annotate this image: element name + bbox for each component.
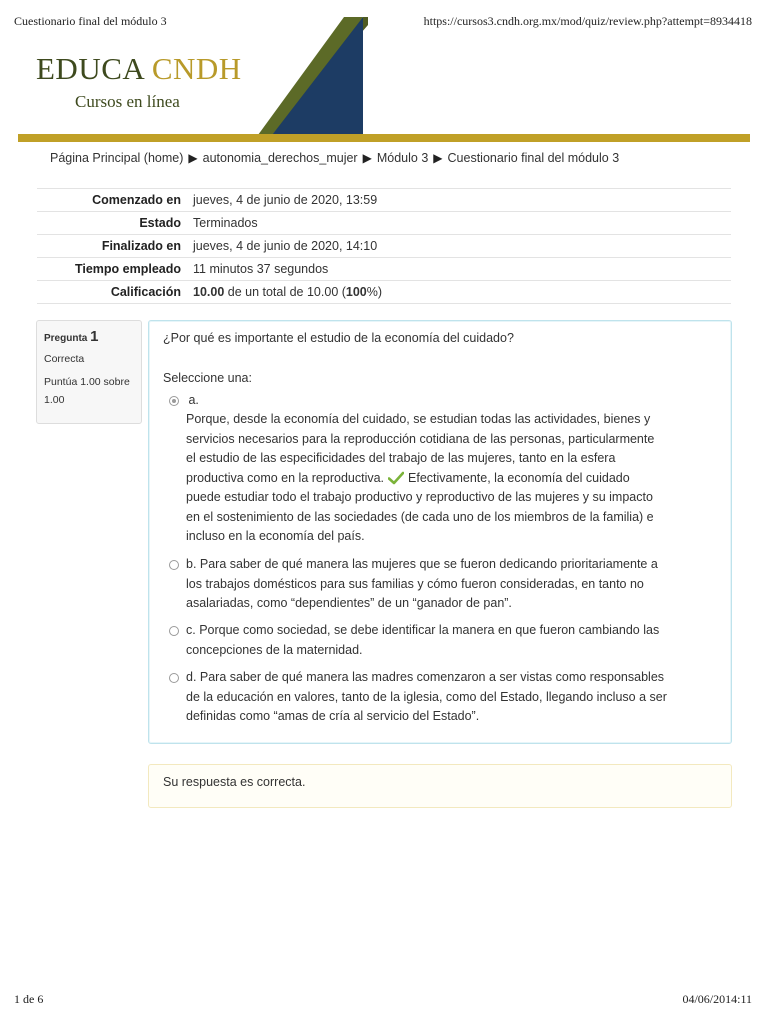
- logo-word-educa: EDUCA: [36, 51, 144, 86]
- option-text-line: los trabajos domésticos para sus familias y cómo fueron consideradas, en tanto no: [186, 576, 644, 591]
- question-number: [44, 328, 134, 345]
- site-logo[interactable]: [36, 51, 242, 87]
- feedback-text: Su respuesta es correcta.: [163, 775, 306, 789]
- option-text-line: [186, 469, 654, 489]
- option-text-line: puede estudiar todo el trabajo productivo y reproductivo de las mujeres y su impacto: [186, 490, 653, 504]
- breadcrumb-item-module[interactable]: Módulo 3: [376, 151, 429, 165]
- answer-option-c-text: [186, 621, 659, 660]
- answer-option-d-text: [186, 668, 667, 727]
- general-feedback: [148, 764, 732, 808]
- check-icon: [388, 471, 404, 485]
- summary-value: jueves, 4 de junio de 2020, 13:59: [193, 189, 731, 212]
- answer-option-a-text: [186, 410, 654, 547]
- question-info: [36, 320, 142, 424]
- radio-unselected-icon[interactable]: [169, 673, 179, 683]
- option-text-line: incluso en la economía del país.: [186, 529, 365, 543]
- breadcrumb: [50, 151, 619, 165]
- grade-percent-suffix: %): [366, 285, 383, 299]
- summary-row: [37, 235, 731, 258]
- attempt-summary-table: [37, 188, 731, 304]
- summary-value: 11 minutos 37 segundos: [193, 258, 731, 281]
- grade-score: 10.00: [193, 285, 225, 299]
- print-datetime: 04/06/2014:11: [682, 992, 752, 1006]
- question-grade: Puntúa 1.00 sobre 1.00: [44, 376, 130, 406]
- banner-divider: [18, 134, 750, 142]
- option-text-line: concepciones de la maternidad.: [186, 642, 363, 657]
- option-text-line: asalariadas, como “dependientes” de un “ganador de pan”.: [186, 596, 512, 610]
- banner-graphic: [258, 17, 368, 135]
- option-text-line: c. Porque como sociedad, se debe identificar la manera en que fueron cambiando las: [186, 623, 660, 637]
- option-text-part: productiva como en la reproductiva.: [186, 470, 385, 485]
- breadcrumb-item-quiz[interactable]: Cuestionario final del módulo 3: [447, 151, 620, 165]
- option-letter: a.: [188, 393, 199, 407]
- option-text-line: el estudio de las especificidades del trabajo de las mujeres, tanto en la esfera: [186, 451, 616, 465]
- answer-option-d[interactable]: [169, 668, 179, 688]
- summary-key: Comenzado en: [37, 189, 193, 212]
- question-text: ¿Por qué es importante el estudio de la economía del cuidado?: [163, 331, 514, 345]
- question-state: Correcta: [44, 353, 85, 365]
- grade-total: de un total de 10.00 (: [224, 285, 346, 299]
- print-page-number: 1 de 6: [14, 992, 44, 1006]
- summary-key: Estado: [37, 212, 193, 235]
- breadcrumb-item-home[interactable]: Página Principal (home): [50, 151, 184, 165]
- summary-value: Terminados: [193, 212, 731, 235]
- option-text-line: d. Para saber de qué manera las madres comenzaron a ser vistas como responsables: [186, 670, 665, 684]
- breadcrumb-separator-icon: ▶: [188, 151, 198, 165]
- summary-key: Finalizado en: [37, 235, 193, 258]
- answer-option-b-text: [186, 555, 658, 614]
- question-number-value: 1: [90, 328, 99, 345]
- option-text-line: de la educación en valores, tanto de la iglesia, como del Estado, llegando incluso a ser: [186, 689, 667, 704]
- logo-word-cndh: CNDH: [151, 51, 242, 86]
- specific-feedback: Efectivamente, la economía del cuidado: [408, 470, 630, 485]
- radio-unselected-icon[interactable]: [169, 626, 179, 636]
- radio-selected-icon[interactable]: [169, 396, 179, 406]
- option-text-line: Porque, desde la economía del cuidado, se estudian todas las actividades, bienes y: [186, 412, 651, 426]
- summary-row: [37, 258, 731, 281]
- print-page-title: Cuestionario final del módulo 3: [14, 14, 167, 28]
- breadcrumb-item-course[interactable]: autonomia_derechos_mujer: [202, 151, 358, 165]
- summary-value: jueves, 4 de junio de 2020, 14:10: [193, 235, 731, 258]
- breadcrumb-separator-icon: ▶: [433, 151, 443, 165]
- answer-option-a[interactable]: [169, 391, 199, 411]
- grade-percent: 100: [345, 285, 367, 299]
- option-text-line: servicios necesarios para la reproducción cotidiana de las personas, particularmente: [186, 431, 655, 446]
- summary-row: [37, 281, 731, 304]
- summary-row: [37, 189, 731, 212]
- answer-option-b[interactable]: [169, 555, 179, 575]
- print-page-url: https://cursos3.cndh.org.mx/mod/quiz/review.php?attempt=8934418: [423, 14, 752, 28]
- answer-prompt: Seleccione una:: [163, 371, 252, 385]
- summary-grade-value: [193, 281, 731, 304]
- summary-key: Calificación: [37, 281, 193, 304]
- print-footer: [14, 992, 752, 1008]
- option-text-line: en el sostenimiento de las sociedades (de cada uno de los miembros de la familia) e: [186, 509, 654, 524]
- answer-option-c[interactable]: [169, 621, 179, 641]
- option-text-line: b. Para saber de qué manera las mujeres que se fueron dedicando prioritariamente a: [186, 557, 658, 571]
- question-content: [148, 320, 732, 744]
- breadcrumb-separator-icon: ▶: [362, 151, 372, 165]
- question-label: Pregunta: [44, 333, 88, 344]
- logo-subtitle: Cursos en línea: [75, 92, 180, 111]
- summary-row: [37, 212, 731, 235]
- option-text-line: definidas como “amas de cría al servicio del Estado”.: [186, 709, 480, 723]
- site-banner: [18, 17, 750, 143]
- radio-unselected-icon[interactable]: [169, 560, 179, 570]
- summary-key: Tiempo empleado: [37, 258, 193, 281]
